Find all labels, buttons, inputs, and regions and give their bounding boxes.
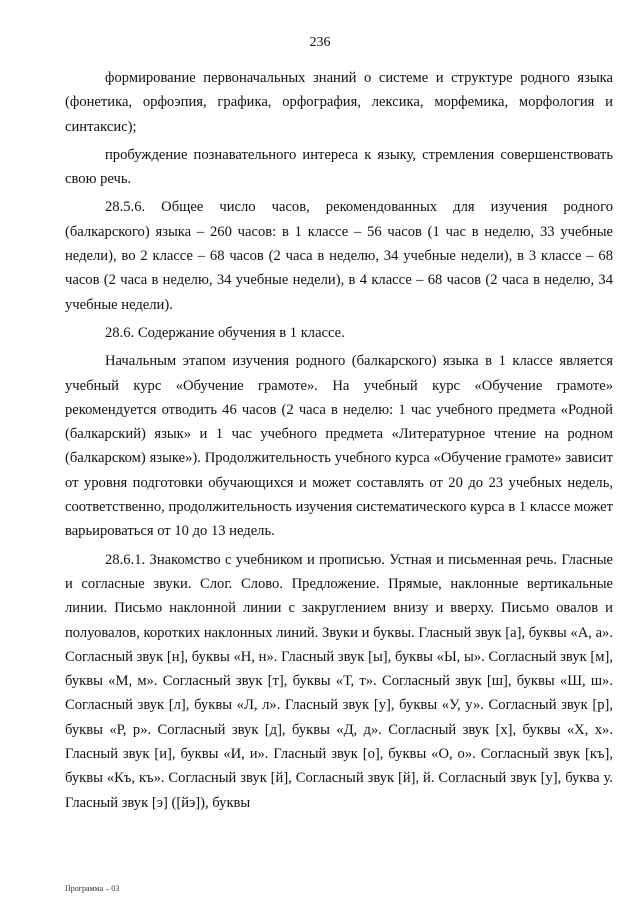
page-footer: Программа – 03 [65,884,120,893]
section-heading-content-grade-1: 28.6. Содержание обучения в 1 классе. [105,324,345,341]
page-number: 236 [309,35,331,50]
paragraph-goal-knowledge: формирование первоначальных знаний о системе и структуре родного языка (фонетика, орфоэпия, графика, орфография, лексика, морфемика, морфология и синтаксис); [65,70,613,135]
paragraph-textbook-intro: 28.6.1. Знакомство с учебником и прописью. Устная и письменная речь. Гласные и согласные звуки. Слог. Слово. Предложение. Прямые, наклонные вертикальные линии. Письмо наклонной линии с закруглением внизу и вверху. Письмо овалов и полуовалов, коротких наклонных линий. Звуки и буквы. Гласный звук [а], буквы «А, а». Согласный звук [н], буквы «Н, н». Гласный звук [ы], буквы «Ы, ы». Согласный звук [м], буквы «М, м». Согласный звук [т], буквы «Т, т». Согласный звук [ш], буквы «Ш, ш». Согласный звук [л], буквы «Л, л». Гласный звук [у], буквы «У, у». Согласный звук [р], буквы «Р, р». Согласный звук [д], буквы «Д, д». Согласный звук [х], буквы «Х, х». Гласный звук [и], буквы «И, и». Гласный звук [о], буквы «О, о». Согласный звук [къ], буквы «Къ, къ». Согласный звук [й], Согласный звук [й], й. Согласный звук [у], буква у. Гласный звук [э] ([йэ]), буквы [65,551,613,811]
body-text [65,66,613,819]
paragraph-goal-interest: пробуждение познавательного интереса к языку, стремления совершенствовать свою речь. [65,146,613,188]
paragraph-literacy-course: Начальным этапом изучения родного (балкарского) языка в 1 классе является учебный курс «Обучение грамоте». На учебный курс «Обучение грамоте» рекомендуется отводить 46 часов (2 часа в неделю: 1 час учебного предмета «Родной (балкарский) язык» и 1 час учебного предмета «Литературное чтение на родном (балкарском) языке»). Продолжительность учебного курса «Обучение грамоте» зависит от уровня подготовки обучающихся и может составлять от 20 до 23 учебных недель, соответственно, продолжительность изучения систематического курса в 1 классе может варьироваться от 10 до 13 недель. [65,353,613,540]
paragraph-hours-total: 28.5.6. Общее число часов, рекомендованных для изучения родного (балкарского) языка – 260 часов: в 1 классе – 56 часов (1 час в неделю, 33 учебные недели), во 2 классе – 68 часов (2 часа в неделю, 34 учебные недели), в 3 классе – 68 часов (2 часа в неделю, 34 учебные недели), в 4 классе – 68 часов (2 часа в неделю, 34 учебные недели). [65,199,613,313]
